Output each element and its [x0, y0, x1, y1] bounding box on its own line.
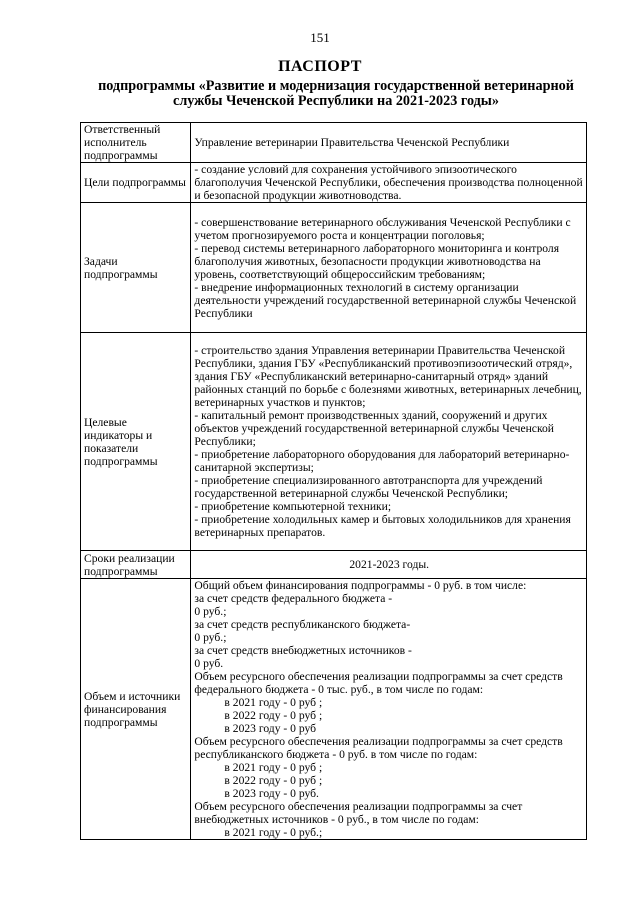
passport-table: [80, 122, 587, 840]
funding-line: 0 руб.: [194, 657, 224, 670]
funding-year-line: в 2023 году - 0 руб: [224, 722, 317, 735]
table-row-goals: [81, 163, 587, 203]
funding-line: Объем ресурсного обеспечения реализации подпрограммы за счет средств республиканского бюджета - 0 руб. в том числе по годам:: [194, 735, 563, 761]
table-row-executor: [81, 123, 587, 163]
funding-year-line: в 2022 году - 0 руб ;: [224, 709, 323, 722]
funding-line: за счет средств федерального бюджета -: [194, 592, 393, 605]
funding-line: за счет средств республиканского бюджета-: [194, 618, 411, 631]
row-label: Ответственный исполнитель подпрограммы: [81, 123, 191, 163]
funding-year-line: в 2022 году - 0 руб ;: [224, 774, 323, 787]
row-label: Объем и источники финансирования подпрограммы: [81, 579, 191, 840]
row-value: [191, 203, 587, 333]
funding-year-line: в 2023 году - 0 руб.: [224, 787, 319, 800]
funding-line: 0 руб.;: [194, 631, 227, 644]
funding-line: 0 руб.;: [194, 605, 227, 618]
row-value: [191, 333, 587, 551]
list-item: - приобретение специализированного автотранспорта для учреждений государственной ветеринарной службы Чеченской Республики;: [194, 474, 543, 500]
list-item: - внедрение информационных технологий в систему организации деятельности учреждений государственной ветеринарной службы Чеченской Республики: [194, 280, 577, 320]
page-number: 151: [310, 30, 330, 45]
list-item: - совершенствование ветеринарного обслуживания Чеченской Республики с учетом прогнозируемого роста и концентрации поголовья;: [194, 215, 571, 242]
row-value: Управление ветеринарии Правительства Чеченской Республики: [191, 123, 587, 163]
funding-year-line: в 2021 году - 0 руб ;: [224, 696, 323, 709]
document-subtitle: подпрограммы «Развитие и модернизация государственной ветеринарной службы Чеченской Республики на 2021-2023 годы»: [98, 78, 574, 109]
row-value: 2021-2023 годы.: [191, 551, 587, 579]
table-row-funding: [81, 579, 587, 840]
funding-line: Объем ресурсного обеспечения реализации подпрограммы за счет средств федерального бюджета - 0 тыс. руб., в том числе по годам:: [194, 670, 563, 696]
row-value: - создание условий для сохранения устойчивого эпизоотического благополучия Чеченской Республики, обеспечения производства полноценной и безопасной продукции животноводства.: [191, 163, 587, 203]
document-title: ПАСПОРТ: [278, 58, 362, 75]
row-value: [191, 579, 587, 840]
list-item: - приобретение холодильных камер и бытовых холодильников для хранения ветеринарных препаратов.: [194, 513, 571, 539]
funding-year-line: в 2021 году - 0 руб.;: [224, 826, 323, 839]
table-row-tasks: [81, 203, 587, 333]
list-item: - перевод системы ветеринарного лабораторного мониторинга и контроля благополучия животных, безопасности продукции животноводства на уровень, соответствующий общероссийским требованиям;: [194, 241, 560, 281]
row-label: Сроки реализации подпрограммы: [81, 551, 191, 579]
list-item: - строительство здания Управления ветеринарии Правительства Чеченской Республики, здания ГБУ «Республиканский противоэпизоотический отряд», здания ГБУ «Республиканский ветеринарно-санитарный отряд» зданий районных станций по борьбе с болезнями животных, ветеринарных лечебниц, ветеринарных участков и пунктов;: [194, 344, 582, 409]
list-item: - капитальный ремонт производственных зданий, сооружений и других объектов учреждений государственной ветеринарной службы Чеченской Республики;: [194, 409, 554, 448]
row-label: Задачи подпрограммы: [81, 203, 191, 333]
row-label: Цели подпрограммы: [81, 163, 191, 203]
funding-line: Объем ресурсного обеспечения реализации подпрограммы за счет внебюджетных источников - 0 руб., в том числе по годам:: [194, 800, 523, 826]
row-label: Целевые индикаторы и показатели подпрограммы: [81, 333, 191, 551]
funding-line: за счет средств внебюджетных источников -: [194, 644, 412, 657]
funding-year-line: в 2021 году - 0 руб ;: [224, 761, 323, 774]
table-row-indicators: [81, 333, 587, 551]
funding-line: Общий объем финансирования подпрограммы - 0 руб. в том числе:: [194, 579, 527, 592]
list-item: - приобретение компьютерной техники;: [194, 500, 392, 513]
table-row-terms: [81, 551, 587, 579]
list-item: - приобретение лабораторного оборудования для лабораторий ветеринарно-санитарной экспертизы;: [194, 448, 570, 474]
